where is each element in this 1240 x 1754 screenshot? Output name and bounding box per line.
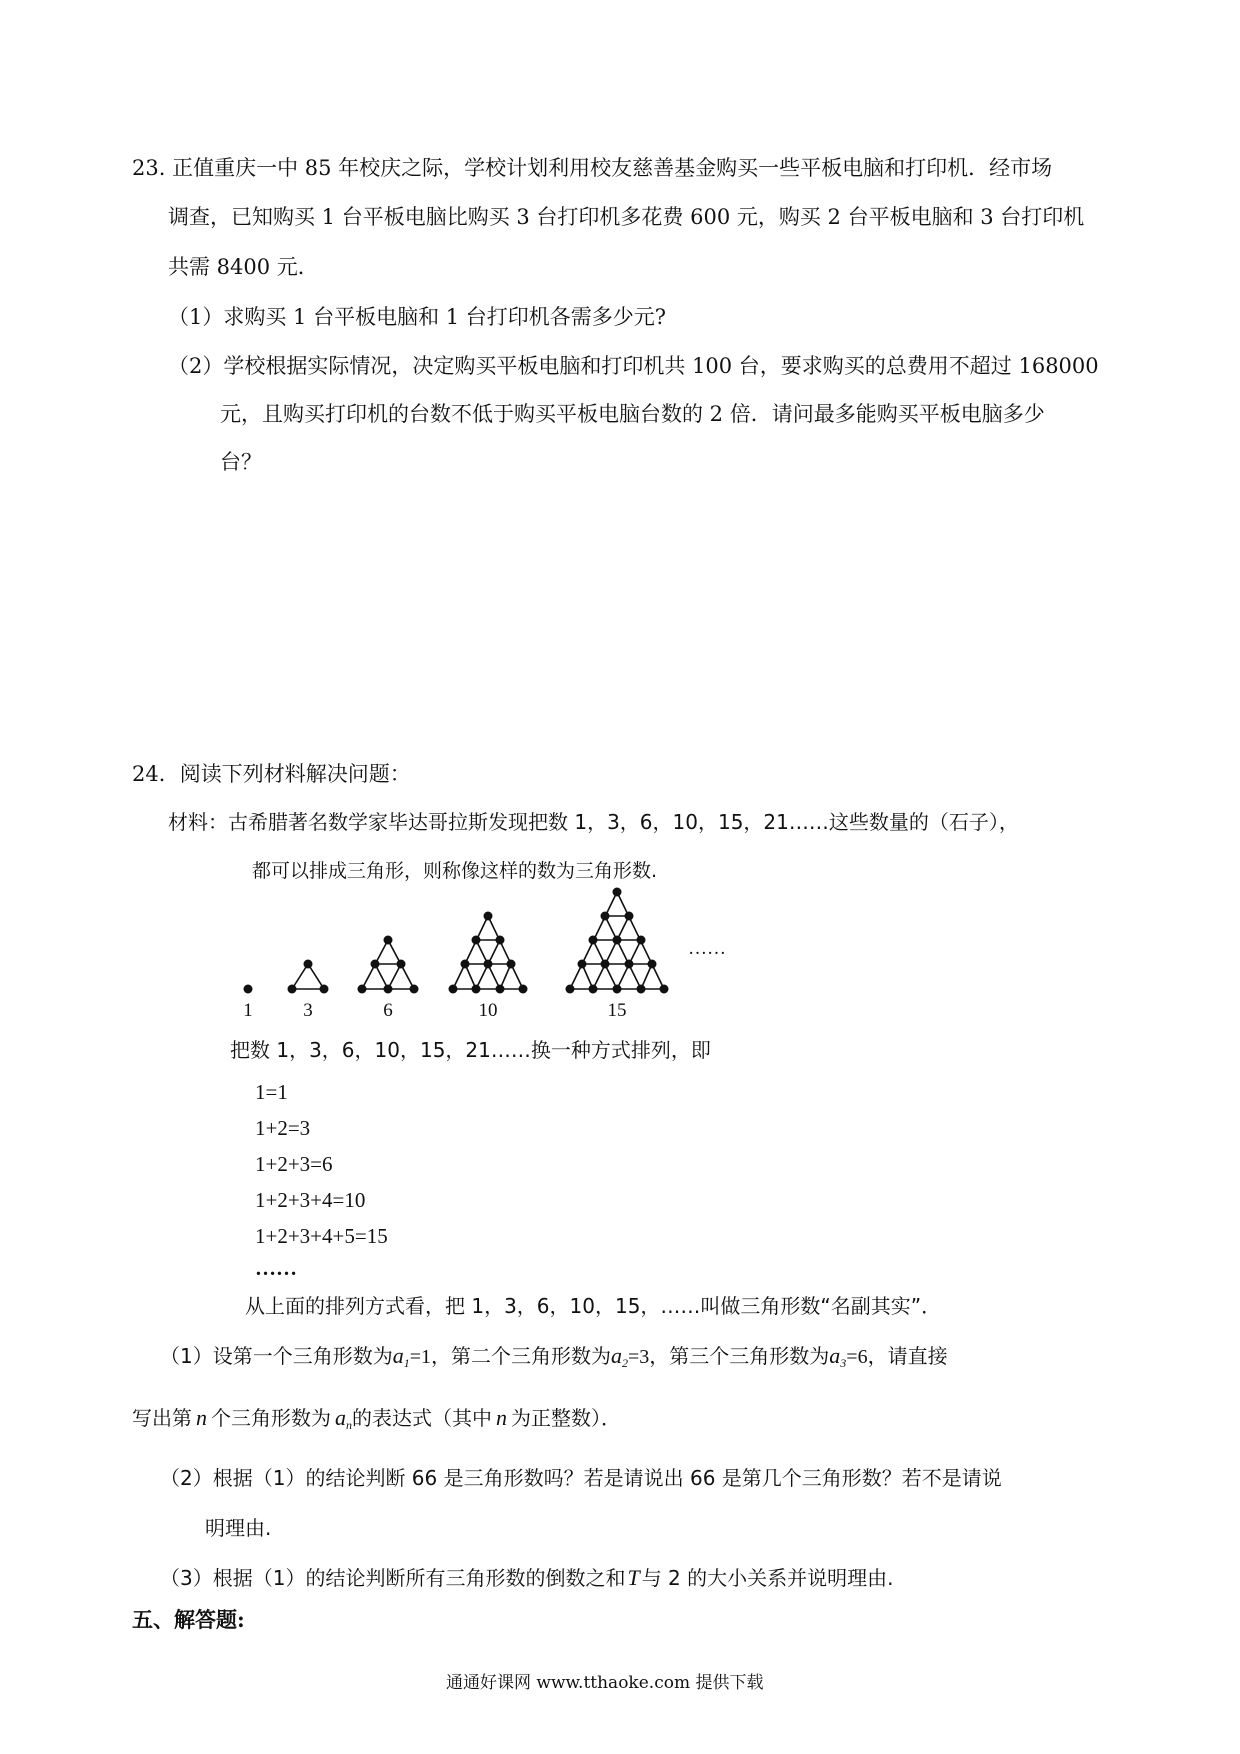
figure-label-1: 1 — [243, 1000, 253, 1021]
figure-label-3: 3 — [303, 1000, 313, 1021]
q24-conclusion: 从上面的排列方式看，把 1，3，6，10，15，……叫做三角形数“名副其实”． — [245, 1294, 942, 1318]
q24-part-2-line-2: 明理由. — [205, 1516, 272, 1540]
p3-text-b: 与 2 的大小关系并说明理由. — [641, 1566, 894, 1590]
triangle-numbers-figure — [236, 872, 736, 1022]
q23-line-3: 共需 8400 元． — [168, 255, 319, 279]
equation-5: 1+2+3+4+5=15 — [255, 1224, 388, 1248]
equation-1: 1=1 — [255, 1080, 288, 1104]
t-symbol: T — [627, 1565, 640, 1590]
a2-value: =3 — [628, 1346, 650, 1368]
p1-text-b: ，第二个三角形数为 — [431, 1344, 612, 1368]
a3-symbol: $a_3$ — [829, 1343, 847, 1370]
equation-2: 1+2=3 — [255, 1116, 311, 1140]
p1-text-f: 个三角形数为 — [211, 1406, 331, 1430]
figure-ellipsis: …… — [688, 938, 726, 959]
a2-symbol: $a_2$ — [611, 1343, 629, 1370]
n-symbol-2: n — [496, 1405, 507, 1430]
figure-label-15: 15 — [607, 1000, 627, 1021]
p1-text-d: ，请直接 — [867, 1344, 948, 1368]
q23-line-2: 调查，已知购买 1 台平板电脑比购买 3 台打印机多花费 600 元，购买 2 台平板电脑和 3 台打印机 — [168, 205, 1085, 229]
equation-ellipsis: …… — [255, 1256, 297, 1280]
section-heading: 五、解答题: — [132, 1607, 245, 1632]
p1-text-g: 的表达式（其中 — [352, 1406, 492, 1430]
p1-text-h: 为正整数）． — [511, 1406, 621, 1430]
an-symbol: $a_n$ — [335, 1405, 352, 1432]
q24-part-3 — [160, 1564, 894, 1592]
q23-part-1: （1）求购买 1 台平板电脑和 1 台打印机各需多少元? — [168, 305, 667, 329]
equation-3: 1+2+3=6 — [255, 1152, 333, 1176]
p3-text-a: （3）根据（1）的结论判断所有三角形数的倒数之和 — [160, 1566, 626, 1590]
q24-title: 24．阅读下列材料解决问题： — [132, 762, 411, 786]
q23-part-2-line-2: 元，且购买打印机的台数不低于购买平板电脑台数的 2 倍．请问最多能购买平板电脑多少 — [220, 402, 1045, 426]
p1-text-e: 写出第 — [132, 1406, 192, 1430]
q24-part-1-line-1 — [160, 1342, 948, 1377]
a1-symbol: $a_1$ — [392, 1343, 410, 1370]
q24-material-line-1: 材料：古希腊著名数学家毕达哥拉斯发现把数 1，3，6，10，15，21……这些数量的（石子）， — [168, 810, 1019, 834]
figure-label-6: 6 — [383, 1000, 393, 1021]
p1-text-a: （1）设第一个三角形数为 — [160, 1344, 393, 1368]
figure-label-10: 10 — [478, 1000, 498, 1021]
q24-part-2-line-1: （2）根据（1）的结论判断 66 是三角形数吗？若是请说出 66 是第几个三角形数？若不是请说 — [160, 1466, 1002, 1490]
equation-4: 1+2+3+4=10 — [255, 1188, 366, 1212]
a3-value: =6 — [846, 1346, 868, 1368]
q24-material-line-2: 都可以排成三角形，则称像这样的数为三角形数. — [252, 860, 658, 882]
q24-rearrange: 把数 1，3，6，10，15，21……换一种方式排列，即 — [230, 1038, 711, 1062]
p1-text-c: ，第三个三角形数为 — [649, 1344, 830, 1368]
q24-part-1-line-2 — [132, 1404, 621, 1439]
q23-part-2-line-3: 台？ — [220, 450, 262, 474]
q23-part-2-line-1: （2）学校根据实际情况，决定购买平板电脑和打印机共 100 台，要求购买的总费用不超过 168000 — [168, 354, 1099, 378]
a1-value: =1 — [409, 1346, 432, 1368]
n-symbol: n — [196, 1405, 207, 1430]
q23-line-1: 23. 正值重庆一中 85 年校庆之际，学校计划利用校友慈善基金购买一些平板电脑和打印机．经市场 — [132, 156, 1053, 180]
page-footer: 通通好课网 www.tthaoke.com 提供下载 — [446, 1673, 764, 1693]
